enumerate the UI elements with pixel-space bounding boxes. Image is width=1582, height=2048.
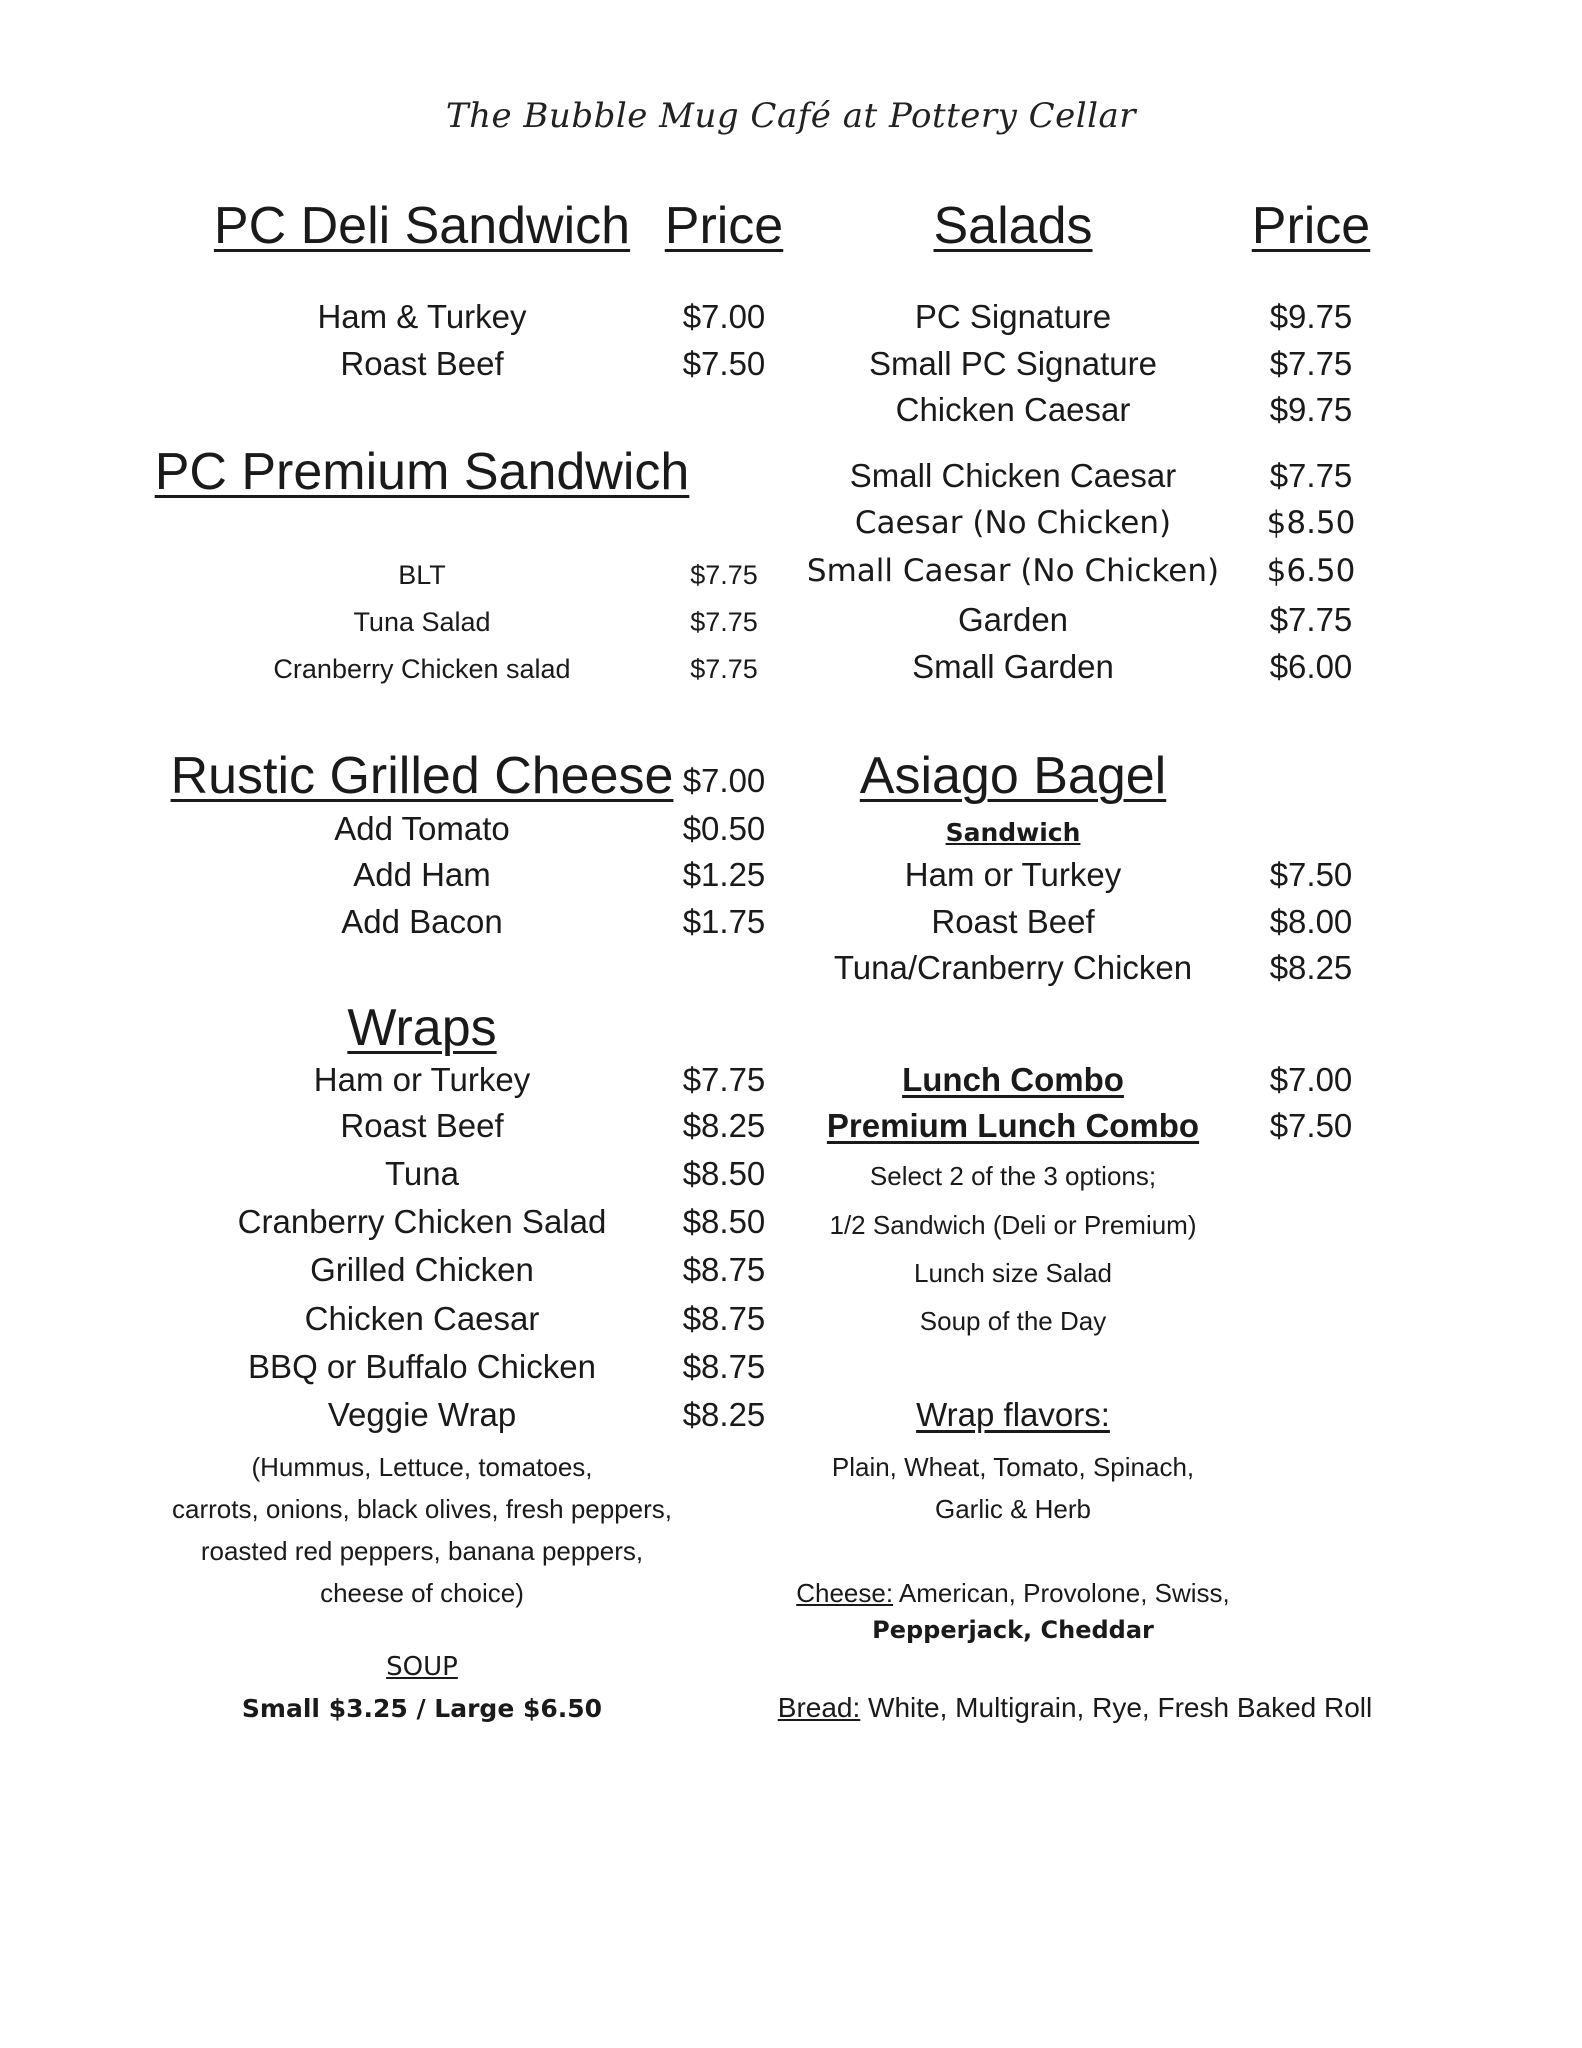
- menu-item-price: $6.00: [1269, 648, 1353, 685]
- menu-item-name: Small Chicken Caesar: [849, 457, 1177, 494]
- menu-item-price: $6.50: [1266, 553, 1356, 589]
- menu-item-price: $8.25: [682, 1107, 766, 1144]
- salads-price-header: Price: [1251, 197, 1371, 255]
- grilled-cheese-price: $7.00: [682, 762, 766, 799]
- menu-item-name: Tuna: [385, 1155, 459, 1192]
- menu-item-name: BBQ or Buffalo Chicken: [248, 1348, 596, 1385]
- menu-item-price: $1.25: [682, 856, 766, 893]
- menu-item-name: Chicken Caesar: [304, 1300, 540, 1337]
- menu-item-price: $7.75: [682, 1061, 766, 1098]
- menu-item-price: $7.50: [1269, 856, 1353, 893]
- menu-item-name: Ham or Turkey: [904, 856, 1122, 893]
- menu-item-price: $7.75: [690, 607, 758, 637]
- soup-header: SOUP: [386, 1652, 458, 1682]
- veggie-note-line: cheese of choice): [320, 1578, 524, 1608]
- bagel-header: Asiago Bagel: [859, 747, 1167, 805]
- menu-item-price: $7.50: [682, 345, 766, 382]
- menu-item-name: Garden: [957, 601, 1069, 638]
- combo-option-line: Select 2 of the 3 options;: [869, 1161, 1157, 1191]
- menu-item-price: $9.75: [1269, 298, 1353, 335]
- bread-line: [778, 1692, 1372, 1724]
- menu-item-name: Add Tomato: [334, 810, 510, 847]
- menu-item-name: BLT: [398, 560, 446, 590]
- menu-item-name: Small PC Signature: [869, 345, 1157, 382]
- menu-item-name: Ham & Turkey: [317, 298, 527, 335]
- salads-header: Salads: [933, 197, 1093, 255]
- veggie-note-line: roasted red peppers, banana peppers,: [200, 1536, 644, 1566]
- combo-option-line: Soup of the Day: [919, 1306, 1107, 1336]
- cheese-options-line2: Pepperjack, Cheddar: [872, 1616, 1154, 1644]
- cheese-options: American, Provolone, Swiss,: [893, 1578, 1230, 1608]
- menu-item-price: $7.00: [682, 298, 766, 335]
- menu-item-price: $8.75: [682, 1300, 766, 1337]
- combo-option-line: Lunch size Salad: [913, 1258, 1113, 1288]
- wrap-flavors-header: Wrap flavors:: [916, 1396, 1110, 1433]
- menu-item-name: Caesar (No Chicken): [854, 505, 1172, 541]
- menu-item-price: $8.75: [682, 1251, 766, 1288]
- menu-item-price: $7.75: [1269, 457, 1353, 494]
- soup-detail: Small $3.25 / Large $6.50: [241, 1694, 603, 1723]
- bread-options: White, Multigrain, Rye, Fresh Baked Roll: [860, 1692, 1373, 1723]
- menu-item-price: $0.50: [682, 810, 766, 847]
- cafe-title: The Bubble Mug Café at Pottery Cellar: [445, 96, 1137, 136]
- menu-item-price: $8.50: [682, 1203, 766, 1240]
- menu-item-name: Cranberry Chicken Salad: [237, 1203, 607, 1240]
- menu-item-price: $8.50: [1266, 505, 1356, 541]
- menu-item-name: Veggie Wrap: [327, 1396, 517, 1433]
- wrap-flavors-line: Garlic & Herb: [934, 1494, 1092, 1524]
- veggie-note-line: carrots, onions, black olives, fresh peppers,: [171, 1494, 673, 1524]
- menu-item-name: Chicken Caesar: [895, 391, 1131, 428]
- menu-item-price: $8.25: [1269, 949, 1353, 986]
- menu-item-price: $8.25: [682, 1396, 766, 1433]
- menu-item-name: Add Ham: [353, 856, 491, 893]
- combo-price: $7.00: [1269, 1061, 1353, 1098]
- menu-item-name: Tuna/Cranberry Chicken: [833, 949, 1193, 986]
- bagel-subheader: Sandwich: [945, 818, 1081, 847]
- menu-item-name: Tuna Salad: [353, 607, 491, 637]
- menu-item-name: Small Caesar (No Chicken): [806, 553, 1220, 589]
- wrap-flavors-line: Plain, Wheat, Tomato, Spinach,: [831, 1452, 1195, 1482]
- cheese-line: [796, 1578, 1230, 1609]
- deli-price-header: Price: [664, 197, 784, 255]
- wraps-header: Wraps: [347, 999, 497, 1057]
- menu-item-price: $7.75: [690, 560, 758, 590]
- grilled-cheese-header: Rustic Grilled Cheese: [170, 747, 674, 805]
- menu-item-price: $7.75: [1269, 345, 1353, 382]
- menu-item-price: $8.50: [682, 1155, 766, 1192]
- menu-item-name: Ham or Turkey: [313, 1061, 531, 1098]
- menu-item-price: $9.75: [1269, 391, 1353, 428]
- menu-item-price: $8.00: [1269, 903, 1353, 940]
- combo-price: $7.50: [1269, 1107, 1353, 1144]
- menu-item-name: Roast Beef: [340, 345, 504, 382]
- deli-header: PC Deli Sandwich: [213, 197, 631, 255]
- combo-name: Lunch Combo: [902, 1061, 1124, 1098]
- menu-item-name: Cranberry Chicken salad: [273, 654, 571, 684]
- combo-option-line: 1/2 Sandwich (Deli or Premium): [829, 1210, 1197, 1240]
- cheese-label: Cheese:: [796, 1578, 894, 1608]
- veggie-note-line: (Hummus, Lettuce, tomatoes,: [251, 1452, 593, 1482]
- menu-item-name: Roast Beef: [931, 903, 1095, 940]
- combo-name: Premium Lunch Combo: [826, 1107, 1200, 1144]
- bread-label: Bread:: [777, 1692, 861, 1723]
- menu-item-price: $7.75: [690, 654, 758, 684]
- menu-item-price: $7.75: [1269, 601, 1353, 638]
- menu-item-name: Grilled Chicken: [310, 1251, 534, 1288]
- premium-header: PC Premium Sandwich: [154, 443, 690, 501]
- menu-item-name: PC Signature: [914, 298, 1112, 335]
- menu-item-name: Small Garden: [912, 648, 1114, 685]
- menu-item-name: Add Bacon: [341, 903, 503, 940]
- menu-item-price: $8.75: [682, 1348, 766, 1385]
- menu-item-name: Roast Beef: [340, 1107, 504, 1144]
- menu-item-price: $1.75: [682, 903, 766, 940]
